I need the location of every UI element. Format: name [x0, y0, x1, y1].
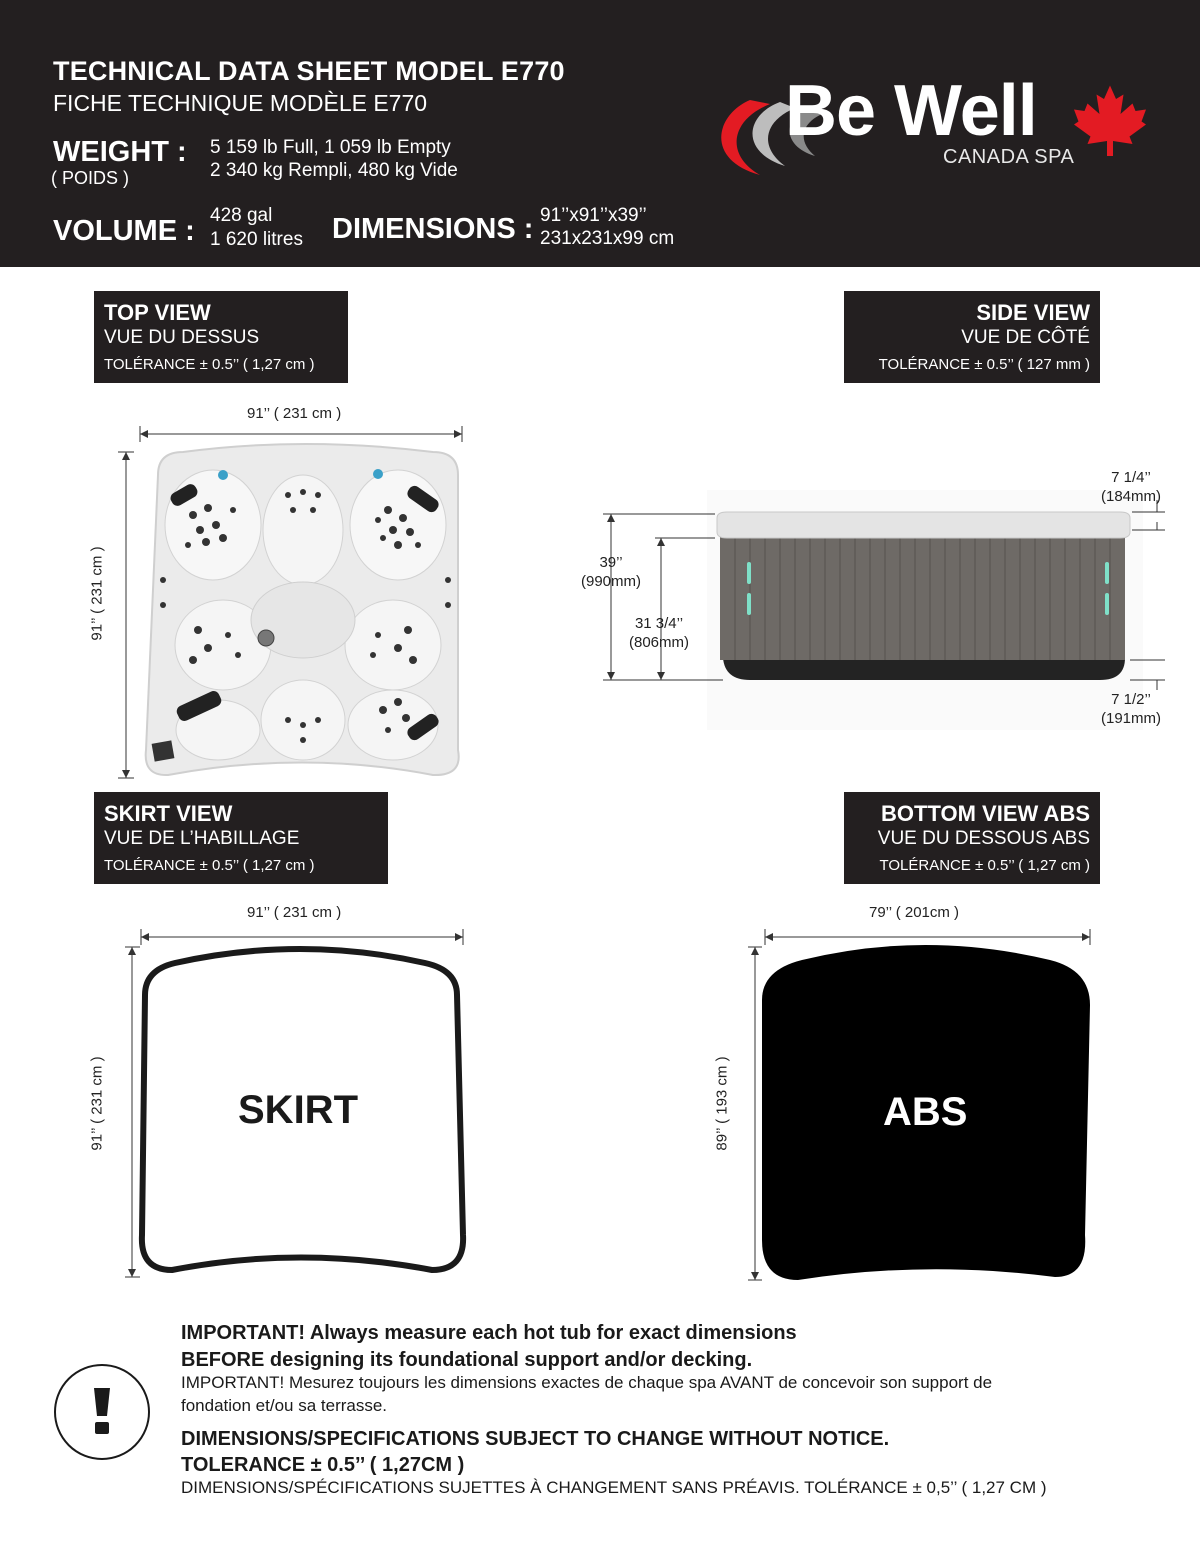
document-subtitle: FICHE TECHNIQUE MODÈLE E770 [53, 90, 428, 116]
top-view-tolerance: TOLÉRANCE ± 0.5’’ ( 1,27 cm ) [104, 356, 315, 373]
side-top-height-in: 7 1/4’’ [1111, 469, 1151, 486]
skirt-view-label-box [94, 792, 388, 884]
logo-tagline: CANADA SPA [943, 146, 1075, 168]
bottom-view-label-box [844, 792, 1100, 884]
top-view-label-box [94, 291, 348, 383]
change-notice-fr: DIMENSIONS/SPÉCIFICATIONS SUJETTES À CHANGEMENT SANS PRÉAVIS. TOLÉRANCE ± 0,5’’ ( 1,27 CM ) [181, 1478, 1047, 1497]
important-note-fr-line1: IMPORTANT! Mesurez toujours les dimensions exactes de chaque spa AVANT de concevoir son support de [181, 1373, 993, 1392]
top-view-subtitle: VUE DU DESSUS [104, 327, 260, 348]
side-total-height-mm: (990mm) [580, 573, 641, 590]
top-view-width-label: 91’’ ( 231 cm ) [247, 405, 342, 422]
important-note-fr-line2: fondation et/ou sa terrasse. [181, 1396, 388, 1415]
important-note-line2: BEFORE designing its foundational support and/or decking. [181, 1349, 753, 1371]
dimensions-label: DIMENSIONS : [332, 213, 534, 245]
skirt-height-label: 91’’ ( 231 cm ) [88, 1056, 106, 1151]
maple-leaf-icon [1072, 84, 1148, 156]
side-skirt-height-in: 31 3/4’’ [634, 615, 684, 632]
bottom-view-title: BOTTOM VIEW ABS [881, 801, 1090, 826]
side-view-label-box [844, 291, 1100, 383]
side-skirt-height-mm: (806mm) [628, 634, 689, 651]
volume-label: VOLUME : [53, 215, 195, 247]
logo-brand: Be Well [785, 71, 1037, 151]
skirt-width-label: 91’’ ( 231 cm ) [247, 904, 342, 921]
top-view-height-label: 91’’ ( 231 cm ) [88, 546, 106, 641]
volume-gal: 428 gal [210, 205, 273, 226]
bottom-view-tolerance: TOLÉRANCE ± 0.5’’ ( 1,27 cm ) [879, 857, 1090, 874]
skirt-view-tolerance: TOLÉRANCE ± 0.5’’ ( 1,27 cm ) [104, 857, 315, 874]
side-base-height-in: 7 1/2’’ [1111, 691, 1151, 708]
weight-full-empty-lb: 5 159 lb Full, 1 059 lb Empty [210, 137, 451, 158]
dimensions-inches: 91’’x91’’x39’’ [540, 205, 647, 226]
side-view-tolerance: TOLÉRANCE ± 0.5’’ ( 127 mm ) [878, 356, 1090, 373]
side-view-subtitle: VUE DE CÔTÉ [961, 327, 1090, 348]
weight-full-empty-kg: 2 340 kg Rempli, 480 kg Vide [210, 160, 458, 181]
side-top-height-mm: (184mm) [1100, 488, 1161, 505]
skirt-shape-label: SKIRT [238, 1088, 358, 1132]
weight-label: WEIGHT : [53, 136, 187, 168]
abs-shape-label: ABS [883, 1090, 968, 1134]
change-notice-line2: TOLERANCE ± 0.5’’ ( 1,27CM ) [181, 1454, 465, 1476]
side-base-height-mm: (191mm) [1100, 710, 1161, 727]
exclamation-icon [52, 1362, 152, 1462]
skirt-view-title: SKIRT VIEW [104, 801, 233, 826]
bottom-view-subtitle: VUE DU DESSOUS ABS [877, 828, 1090, 849]
weight-label-fr: ( POIDS ) [51, 168, 130, 188]
side-view-title: SIDE VIEW [976, 300, 1090, 325]
change-notice-line1: DIMENSIONS/SPECIFICATIONS SUBJECT TO CHANGE WITHOUT NOTICE. [181, 1428, 890, 1450]
top-view-drawing [88, 420, 488, 790]
volume-litres: 1 620 litres [210, 229, 303, 250]
document-title: TECHNICAL DATA SHEET MODEL E770 [53, 56, 565, 86]
skirt-view-subtitle: VUE DE L’HABILLAGE [104, 828, 300, 849]
top-view-title: TOP VIEW [104, 300, 211, 325]
header-banner [0, 0, 1200, 267]
side-total-height-in: 39’’ [599, 554, 623, 571]
important-note-line1: IMPORTANT! Always measure each hot tub for exact dimensions [181, 1322, 797, 1344]
abs-width-label: 79’’ ( 201cm ) [869, 904, 960, 921]
abs-height-label: 89’’ ( 193 cm ) [713, 1056, 731, 1151]
dimensions-cm: 231x231x99 cm [540, 228, 675, 249]
